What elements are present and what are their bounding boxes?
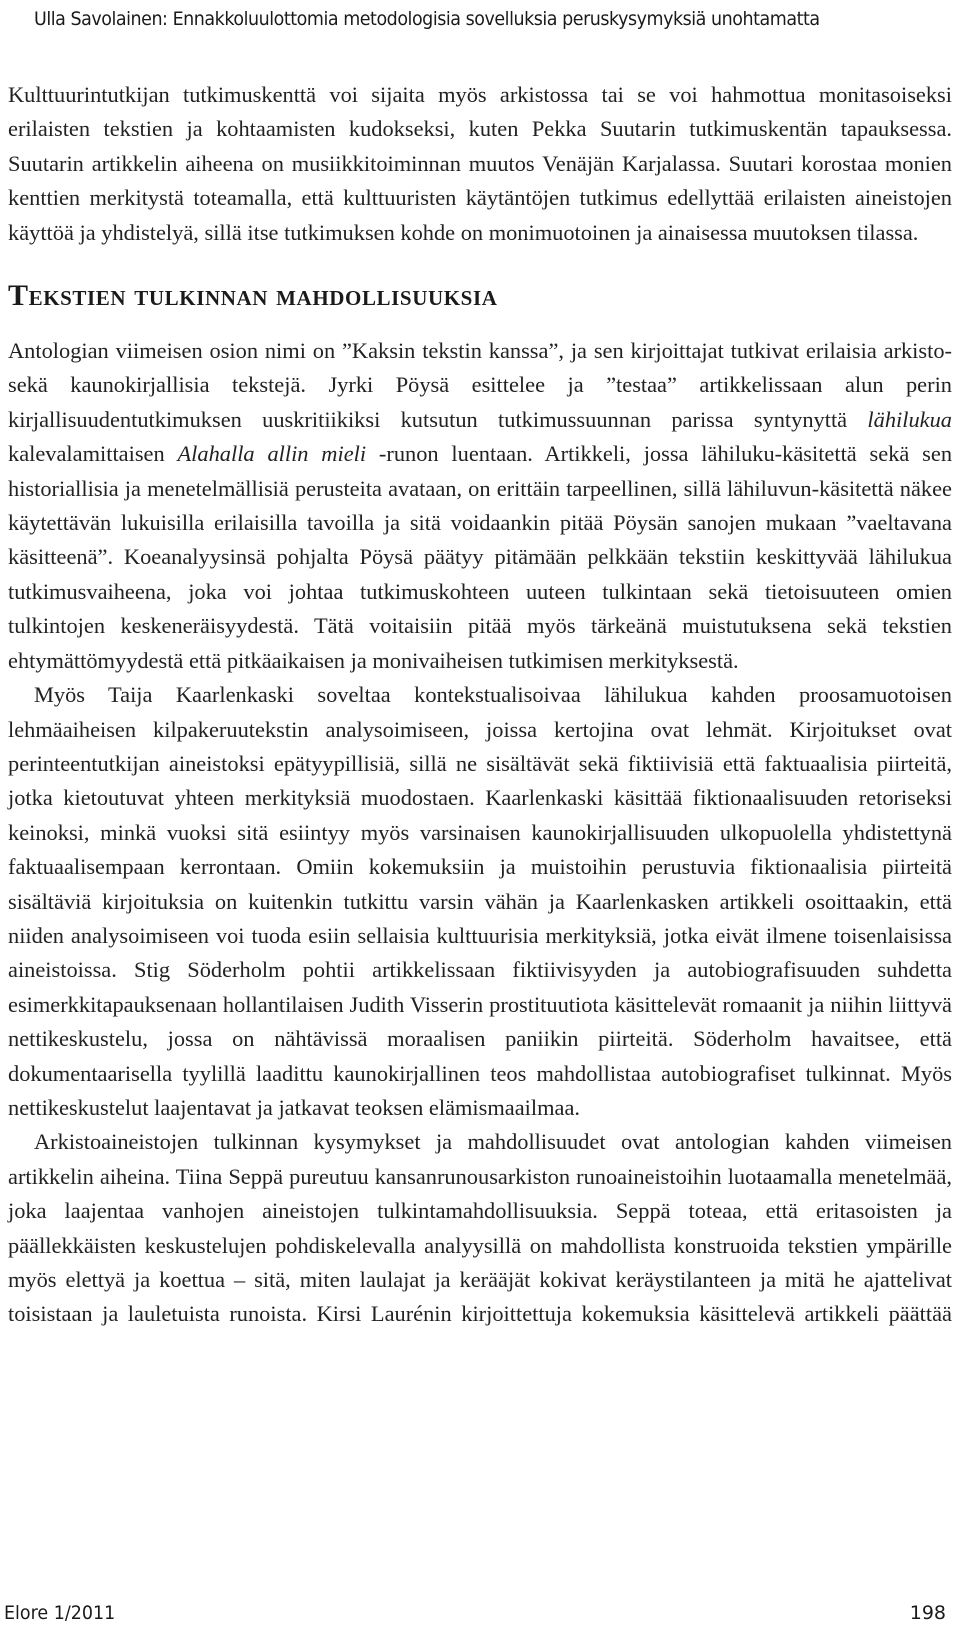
running-head: Ulla Savolainen: Ennakkoluulottomia metodologisia sovelluksia peruskysymyksiä unohtamatta xyxy=(34,8,820,30)
paragraph-poysa-text-2: kalevalamittaisen xyxy=(8,441,178,467)
footer-page-number: 198 xyxy=(909,1602,946,1624)
paragraph-poysa xyxy=(8,334,952,678)
footer-journal: Elore 1/2011 xyxy=(4,1602,116,1624)
paragraph-poysa-text-1: Antologian viimeisen osion nimi on ”Kaksin tekstin kanssa”, ja sen kirjoittajat tutkivat erilaisia arkisto- sekä kaunokirjallisia tekstejä. Jyrki Pöysä esittelee ja ”testaa” artikkelissaan alun perin kirjallisuudentutkimuksen uuskritiikiksi kutsutun tutkimussuunnan parissa syntynyttä xyxy=(8,338,952,432)
paragraph-seppa: Arkistoaineistojen tulkinnan kysymykset ja mahdollisuudet ovat antologian kahden viimeisen artikkelin aiheina. Tiina Seppä pureutuu kansanrunousarkiston runoaineistoihin luotaamalla menetelmää, joka laajentaa vanhojen aineistojen tulkintamahdollisuuksia. Seppä toteaa, että eritasoisten ja päällekkäisten keskustelujen pohdiskelevalla analyysillä on mahdollista konstruoida tekstien ympärille myös elettyä ja koettua – sitä, miten laulajat ja kerääjät kokivat keräystilanteen ja mitä he ajattelivat toisistaan ja lauletuista runoista. Kirsi Laurénin kirjoittettuja kokemuksia käsittelevä artikkeli päättää xyxy=(8,1129,952,1327)
article-body xyxy=(8,78,952,1332)
italic-term-lahilukua: lähilukua xyxy=(867,406,952,432)
paragraph-poysa-text-3: -runon luentaan. Artikkeli, jossa lähiluku-käsitettä sekä sen historiallisia ja menetelmällisiä perusteita avataan, on erittäin tarpeellinen, sillä lähiluvun-käsitettä näkee käytettävän lukuisilla erilaisilla tavoilla ja sitä voidaankin pitää Pöysän sanojen mukaan ”vaeltavana käsitteenä”. Koeanalyysinsä pohjalta Pöysä päätyy pitämään pelkkään tekstiin keskittyvää lähilukua tutkimusvaiheena, joka voi johtaa tutkimuskohteen uuteen tulkintaan sekä tietoisuuteen omien tulkintojen keskeneräisyydestä. Tätä voitaisiin pitää myös tärkeänä muistutuksena sekä tekstien ehtymättömyydestä että pitkäaikaisen ja monivaiheisen tutkimisen merkityksestä. xyxy=(8,441,953,673)
paragraph-kaarlenkaski: Myös Taija Kaarlenkaski soveltaa kontekstualisoivaa lähilukua kahden proosamuotoisen lehmäaiheisen kilpakeruutekstin analysoimiseen, joissa kertojina ovat lehmät. Kirjoitukset ovat perinteentutkijan aineistoksi epätyypillisiä, sillä ne sisältävät sekä fiktiivisiä että faktuaalisia piirteitä, jotka kietoutuvat yhteen merkityksiä muodostaen. Kaarlenkaski käsittää fiktionaalisuuden retoriseksi keinoksi, minkä vuoksi sitä esiintyy myös varsinaisen kaunokirjallisuuden ulkopuolella yhdistettynä faktuaalisempaan kerrontaan. Omiin kokemuksiin ja muistoihin perustuvia fiktionaalisia piirteitä sisältäviä kirjoituksia on kuitenkin tutkittu varsin vähän ja Kaarlenkasken artikkeli osoittaakin, että niiden analysoimiseen voi tuoda esiin sellaisia kulttuurisia merkityksiä, jotka eivät ilmene toisenlaisissa aineistoissa. Stig Söderholm pohtii artikkelissaan fiktiivisyyden ja autobiografisuuden suhdetta esimerkkitapauksenaan hollantilaisen Judith Visserin prostituutiota käsittelevät romaanit ja niihin liittyvä nettikeskustelu, jossa on nähtävissä moraalisen paniikin piirteitä. Söderholm havaitsee, että dokumentaarisella tyylillä laadittu kaunokirjallinen teos mahdollistaa autobiografiset tulkinnat. Myös nettikeskustelut laajentavat ja jatkavat teoksen elämismaailmaa. xyxy=(8,682,952,1120)
italic-title-poem: Alahalla allin mieli xyxy=(177,441,367,467)
section-heading: Tekstien tulkinnan mahdollisuuksia xyxy=(8,279,498,313)
paragraph-suutari: Kulttuurintutkijan tutkimuskenttä voi sijaita myös arkistossa tai se voi hahmottua monitasoiseksi erilaisten tekstien ja kohtaamisten kudokseksi, kuten Pekka Suutarin tutkimuskentän tapauksessa. Suutarin artikkelin aiheena on musiikkitoiminnan muutos Venäjän Karjalassa. Suutari korostaa monien kenttien merkitystä toteamalla, että kulttuuristen käytäntöjen tutkimus edellyttää erilaisten aineistojen käyttöä ja yhdistelyä, sillä itse tutkimuksen kohde on monimuotoinen ja ainaisessa muutoksen tilassa. xyxy=(8,82,952,245)
